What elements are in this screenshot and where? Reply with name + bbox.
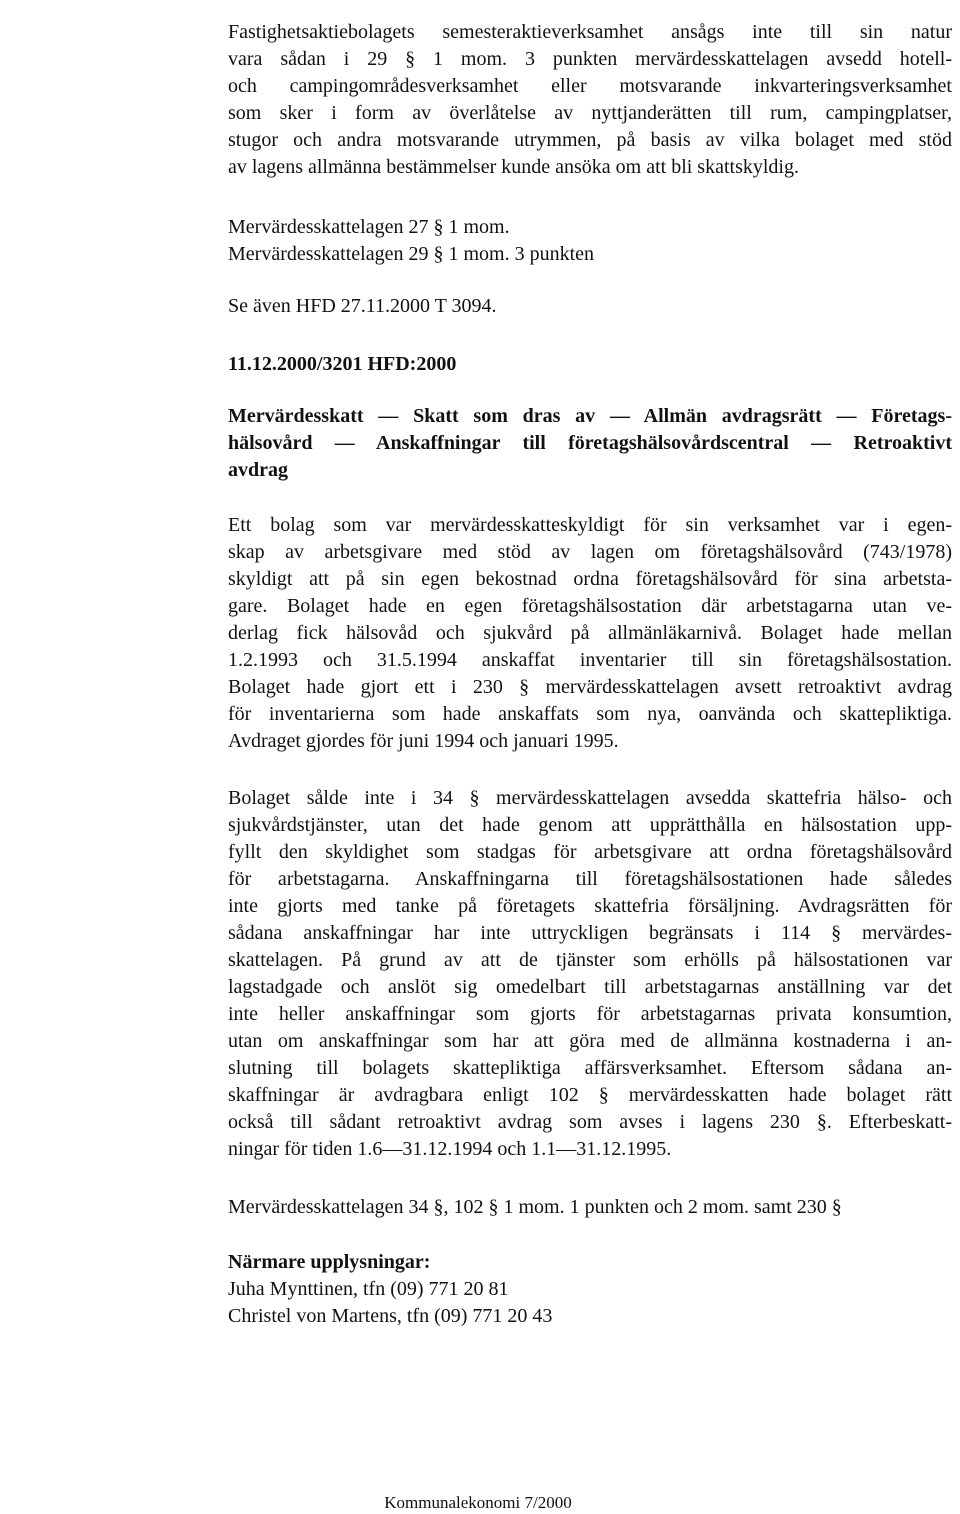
- text-line: inte heller anskaffningar som gjorts för arbetstagarnas privata konsumtion,: [228, 1003, 952, 1025]
- ruling-paragraph: [228, 785, 952, 1163]
- page-footer: Kommunalekonomi 7/2000: [384, 1493, 572, 1512]
- text-line: Mervärdesskattelagen 27 § 1 mom.: [228, 216, 510, 238]
- contact-section: [228, 1249, 952, 1330]
- text-line: Bolaget sålde inte i 34 § mervärdesskattelagen avsedda skattefria hälso- och: [228, 787, 952, 809]
- contact-person: Juha Mynttinen, tfn (09) 771 20 81: [228, 1278, 509, 1300]
- text-line: Mervärdesskatt — Skatt som dras av — Allmän avdragsrätt — Företags-: [228, 405, 952, 427]
- text-line: stugor och andra motsvarande utrymmen, på basis av vilka bolaget med stöd: [228, 129, 952, 151]
- law-reference-text: Mervärdesskattelagen 34 §, 102 § 1 mom. 1 punkten och 2 mom. samt 230 §: [228, 1196, 842, 1218]
- text-line: för arbetstagarna. Anskaffningarna till företagshälsostationen hade således: [228, 868, 952, 890]
- intro-paragraph: [228, 19, 952, 181]
- see-also-text: Se även HFD 27.11.2000 T 3094.: [228, 295, 497, 317]
- case-id-text: 11.12.2000/3201 HFD:2000: [228, 353, 457, 375]
- text-line: Ett bolag som var mervärdesskatteskyldigt för sin verksamhet var i egen-: [228, 514, 952, 536]
- text-line: vara sådan i 29 § 1 mom. 3 punkten mervärdesskattelagen avsedd hotell-: [228, 48, 952, 70]
- see-also: [228, 293, 952, 320]
- text-line: sjukvårdstjänster, utan det hade genom att upprätthålla en hälsostation upp-: [228, 814, 952, 836]
- text-line: slutning till bolagets skattepliktiga affärsverksamhet. Eftersom sådana an-: [228, 1057, 952, 1079]
- text-line: Avdraget gjordes för juni 1994 och januari 1995.: [228, 730, 619, 752]
- text-line: skaffningar är avdragbara enligt 102 § mervärdesskatten hade bolaget rätt: [228, 1084, 952, 1106]
- text-line: avdrag: [228, 459, 288, 481]
- facts-paragraph: [228, 512, 952, 755]
- text-line: skyldigt att på sin egen bekostnad ordna företagshälsovård för sina arbetsta-: [228, 568, 952, 590]
- text-line: av lagens allmänna bestämmelser kunde ansöka om att bli skattskyldig.: [228, 156, 799, 178]
- text-line: lagstadgade och anslöt sig omedelbart till arbetstagarnas anställning var det: [228, 976, 952, 998]
- case-id: [228, 351, 952, 378]
- text-line: utan om anskaffningar som har att göra med de allmänna kostnaderna i an-: [228, 1030, 952, 1052]
- text-line: Mervärdesskattelagen 29 § 1 mom. 3 punkten: [228, 243, 595, 265]
- text-line: ningar för tiden 1.6—31.12.1994 och 1.1—31.12.1995.: [228, 1138, 672, 1160]
- text-line: skattelagen. På grund av att de tjänster som erhölls på hälsostationen var: [228, 949, 952, 971]
- text-line: sådana anskaffningar har inte uttryckligen begränsats i 114 § mervärdes-: [228, 922, 952, 944]
- text-line: fyllt den skyldighet som stadgas för arbetsgivare att ordna företagshälsovård: [228, 841, 952, 863]
- text-line: derlag fick hälsovåd och sjukvård på allmänläkarnivå. Bolaget hade mellan: [228, 622, 952, 644]
- text-line: skap av arbetsgivare med stöd av lagen om företagshälsovård (743/1978): [228, 541, 952, 563]
- text-line: Fastighetsaktiebolagets semesteraktieverksamhet ansågs inte till sin natur: [228, 21, 952, 43]
- text-line: 1.2.1993 och 31.5.1994 anskaffat inventarier till sin företagshälsostation.: [228, 649, 952, 671]
- contact-person: Christel von Martens, tfn (09) 771 20 43: [228, 1305, 553, 1327]
- text-line: inte gjorts med tanke på företagets skattefria försäljning. Avdragsrätten för: [228, 895, 952, 917]
- text-line: Bolaget hade gjort ett i 230 § mervärdesskattelagen avsett retroaktivt avdrag: [228, 676, 952, 698]
- law-references: [228, 214, 952, 268]
- text-line: för inventarierna som hade anskaffats som nya, oanvända och skattepliktiga.: [228, 703, 952, 725]
- text-line: gare. Bolaget hade en egen företagshälsostation där arbetstagarna utan ve-: [228, 595, 952, 617]
- text-line: också till sådant retroaktivt avdrag som avses i lagens 230 §. Efterbeskatt-: [228, 1111, 952, 1133]
- text-line: hälsovård — Anskaffningar till företagshälsovårdscentral — Retroaktivt: [228, 432, 952, 454]
- text-line: som sker i form av överlåtelse av nyttjanderätten till rum, campingplatser,: [228, 102, 952, 124]
- law-reference: [228, 1194, 952, 1221]
- contact-heading: Närmare upplysningar:: [228, 1251, 431, 1273]
- case-keywords: [228, 403, 952, 484]
- text-line: och campingområdesverksamhet eller motsvarande inkvarteringsverksamhet: [228, 75, 952, 97]
